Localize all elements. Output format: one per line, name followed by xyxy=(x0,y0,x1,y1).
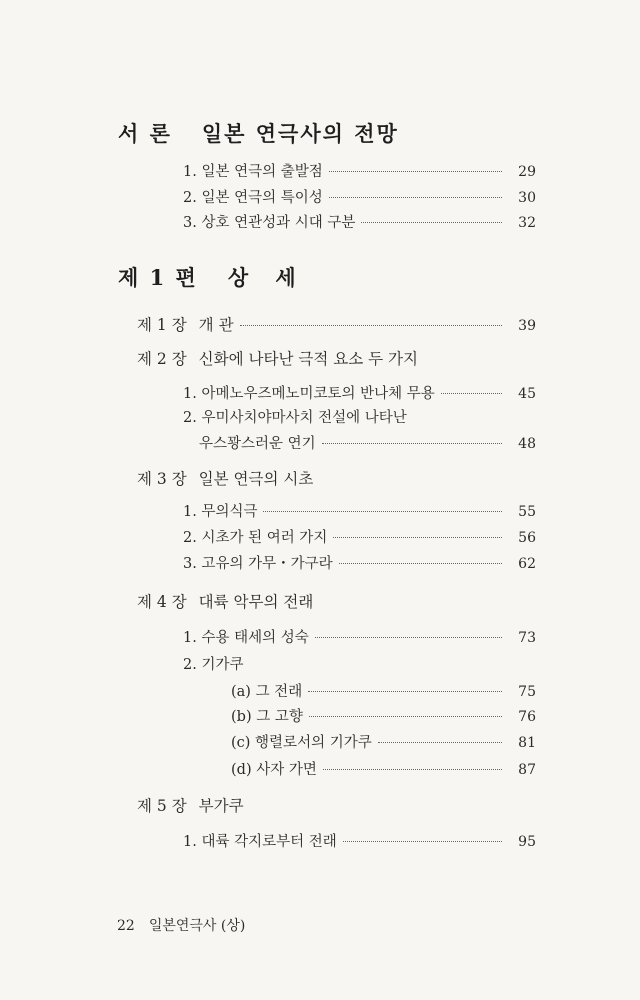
chapter-page: 39 xyxy=(518,318,536,334)
chapter-label: 제 2 장 xyxy=(137,350,187,368)
toc-entry-page: 45 xyxy=(518,386,536,402)
toc-entry-text: 2. 시초가 된 여러 가지 xyxy=(183,530,328,546)
toc-entry[interactable] xyxy=(183,500,536,521)
toc-entry-page: 56 xyxy=(518,530,536,546)
running-title: 일본연극사 (상) xyxy=(148,918,246,934)
toc-subentry[interactable] xyxy=(231,705,536,726)
toc-subentry-text: (b) 그 고향 xyxy=(231,709,303,725)
dot-leader xyxy=(378,742,502,743)
part1-title: 상 세 xyxy=(227,265,306,290)
toc-entry[interactable] xyxy=(183,382,536,403)
chapter-title: 개 관 xyxy=(198,316,234,334)
toc-entry[interactable] xyxy=(183,186,536,207)
toc-entry-text: 1. 일본 연극의 출발점 xyxy=(183,164,323,180)
toc-subentry-page: 87 xyxy=(518,762,536,778)
page-number: 22 xyxy=(117,918,135,934)
dot-leader xyxy=(329,171,502,172)
toc-entry-text[interactable]: 2. 우미사치야마사치 전설에 나타난 xyxy=(183,410,407,426)
dot-leader xyxy=(263,511,502,512)
toc-entry-text: 1. 대륙 각지로부터 전래 xyxy=(183,834,337,850)
toc-subentry-text: (c) 행렬로서의 기가쿠 xyxy=(231,735,372,751)
dot-leader xyxy=(361,222,502,223)
dot-leader xyxy=(308,691,502,692)
dot-leader xyxy=(339,563,502,564)
chapter-title: 부가쿠 xyxy=(198,797,244,815)
toc-subentry[interactable] xyxy=(231,758,536,779)
chapter-heading xyxy=(137,590,313,612)
toc-entry-text: 1. 아메노우즈메노미코토의 반나체 무용 xyxy=(183,386,435,402)
dot-leader xyxy=(240,325,502,326)
part1-label: 제 1 편 xyxy=(118,265,198,290)
toc-entry-page: 32 xyxy=(518,215,536,231)
toc-entry[interactable] xyxy=(183,526,536,547)
toc-entry[interactable] xyxy=(183,160,536,181)
toc-entry-text: 2. 일본 연극의 특이성 xyxy=(183,190,323,206)
page-footer xyxy=(117,915,245,935)
toc-entry[interactable] xyxy=(183,211,536,232)
chapter-title: 대륙 악무의 전래 xyxy=(198,593,314,611)
part1-heading xyxy=(118,262,306,292)
toc-entry-page: 29 xyxy=(518,164,536,180)
dot-leader xyxy=(441,393,502,394)
toc-entry-text[interactable]: 2. 기가쿠 xyxy=(183,657,244,673)
toc-entry-continued[interactable] xyxy=(199,432,536,453)
chapter-label: 제 1 장 xyxy=(137,316,187,334)
toc-subentry-page: 75 xyxy=(518,684,536,700)
toc-entry-page: 73 xyxy=(518,630,536,646)
dot-leader xyxy=(315,637,502,638)
toc-entry[interactable] xyxy=(183,626,536,647)
toc-entry-text: 1. 수용 태세의 성숙 xyxy=(183,630,309,646)
dot-leader xyxy=(322,443,502,444)
toc-entry-page: 62 xyxy=(518,556,536,572)
dot-leader xyxy=(309,716,502,717)
intro-heading xyxy=(118,118,399,148)
chapter-title: 일본 연극의 시초 xyxy=(198,470,314,488)
toc-entry[interactable] xyxy=(183,552,536,573)
chapter-heading xyxy=(137,794,244,816)
toc-entry[interactable] xyxy=(183,830,536,851)
toc-entry-page: 48 xyxy=(518,436,536,452)
toc-subentry[interactable] xyxy=(231,680,536,701)
toc-subentry-text: (d) 사자 가면 xyxy=(231,762,317,778)
chapter-heading xyxy=(137,467,313,489)
intro-title: 일본 연극사의 전망 xyxy=(201,121,399,146)
toc-entry-text: 우스꽝스러운 연기 xyxy=(199,436,316,452)
dot-leader xyxy=(343,841,502,842)
toc-entry-text: 3. 상호 연관성과 시대 구분 xyxy=(183,215,356,231)
chapter-title: 신화에 나타난 극적 요소 두 가지 xyxy=(198,350,418,368)
toc-subentry-text: (a) 그 전래 xyxy=(231,684,303,700)
chapter-entry[interactable] xyxy=(137,313,536,335)
toc-entry-page: 95 xyxy=(518,834,536,850)
chapter-label: 제 3 장 xyxy=(137,470,187,488)
dot-leader xyxy=(323,769,502,770)
toc-entry-text: 3. 고유의 가무・가구라 xyxy=(183,556,333,572)
toc-entry-page: 30 xyxy=(518,190,536,206)
toc-subentry[interactable] xyxy=(231,731,536,752)
toc-entry-text: 1. 무의식극 xyxy=(183,504,258,520)
chapter-heading xyxy=(137,347,418,369)
chapter-label: 제 5 장 xyxy=(137,797,187,815)
toc-subentry-page: 76 xyxy=(518,709,536,725)
intro-label: 서 론 xyxy=(118,121,172,146)
chapter-label: 제 4 장 xyxy=(137,593,187,611)
dot-leader xyxy=(329,197,502,198)
dot-leader xyxy=(333,537,502,538)
toc-subentry-page: 81 xyxy=(518,735,536,751)
toc-entry-page: 55 xyxy=(518,504,536,520)
